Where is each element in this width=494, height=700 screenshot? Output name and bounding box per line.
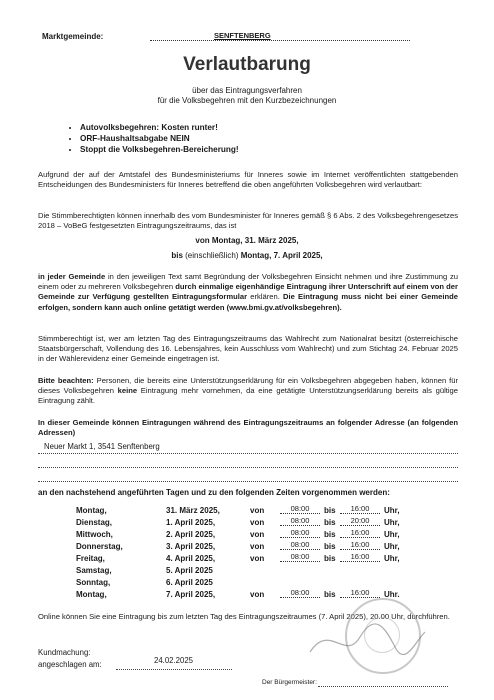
signing-part-1: in jeder Gemeinde	[38, 272, 106, 281]
schedule-bis: bis	[324, 518, 336, 527]
eligibility-paragraph: Stimmberechtigt ist, wer am letzten Tag des Eintragungszeitraums das Wahlrecht zum Nationalrat besitzt (österreichische Staatsbürgerschaft, Vollendung des 16. Lebensjahres, kein Ausschluss vom Wahlrecht) und zum Stichtag 24. Februar 2025 in der Wählerevidenz einer Gemeinde eingetragen ist.	[38, 334, 458, 364]
petition-item: • ORF-Haushaltsabgabe NEIN	[80, 133, 239, 144]
schedule-uhr: Uhr.	[384, 590, 400, 599]
schedule-von: von	[250, 554, 265, 563]
petition-list	[66, 122, 239, 155]
schedule-to-time: 16:00	[340, 504, 380, 514]
document-subtitle	[0, 86, 494, 106]
schedule-date: 1. April 2025,	[166, 518, 216, 527]
signing-part-5: Die Eintragung muss nicht bei einer Gemeinde erfolgen, sondern kann auch online getätigt werden (www.bmi.gv.at/volksbegehren).	[38, 292, 458, 312]
schedule-from-time: 08:00	[280, 540, 320, 550]
schedule-date: 6. April 2025	[166, 578, 213, 587]
location-heading: In dieser Gemeinde können Eintragungen während des Eintragungszeitraums an folgender Adresse (an folgenden Adressen)	[38, 418, 458, 438]
schedule-from-time: 08:00	[280, 516, 320, 526]
schedule-day: Sonntag,	[76, 578, 111, 587]
schedule-uhr: Uhr,	[384, 530, 400, 539]
municipality-name: SENFTENBERG	[214, 31, 271, 40]
schedule-uhr: Uhr,	[384, 506, 400, 515]
subtitle-line-2: für die Volksbegehren mit den Kurzbezeichnungen	[157, 96, 337, 105]
petition-item: • Autovolksbegehren: Kosten runter!	[80, 122, 239, 133]
subtitle-line-1: über das Eintragungsverfahren	[192, 86, 302, 95]
posted-on-label: angeschlagen am:	[38, 660, 102, 669]
schedule-von: von	[250, 518, 265, 527]
schedule-bis: bis	[324, 554, 336, 563]
schedule-to-time: 16:00	[340, 588, 380, 598]
schedule-uhr: Uhr,	[384, 554, 400, 563]
schedule-von: von	[250, 542, 265, 551]
schedule-date: 5. April 2025	[166, 566, 213, 575]
schedule-day: Montag,	[76, 590, 107, 599]
schedule-von: von	[250, 506, 265, 515]
schedule-to-time: 16:00	[340, 540, 380, 550]
petition-item: • Stoppt die Volksbegehren-Bereicherung!	[80, 144, 239, 155]
schedule-to-time: 16:00	[340, 528, 380, 538]
period-to-inclusive: (einschließlich)	[185, 251, 239, 260]
notice-paragraph	[38, 376, 458, 407]
schedule-from-time: 08:00	[280, 528, 320, 538]
schedule-bis: bis	[324, 542, 336, 551]
schedule-from-time: 08:00	[280, 588, 320, 598]
period-to	[0, 251, 494, 260]
schedule-date: 31. März 2025,	[166, 506, 220, 515]
signing-part-2: in den jeweiligen Text samt Begründung der Volksbegehren Einsicht nehmen und ihre Zustimmung zu einem oder zu mehreren Volksbegehren	[38, 272, 458, 292]
period-to-bis: bis	[171, 251, 186, 260]
location-address: Neuer Markt 1, 3541 Senftenberg	[44, 442, 160, 451]
mayor-signature-line	[318, 686, 448, 687]
schedule-to-time: 20:00	[340, 516, 380, 526]
schedule-uhr: Uhr,	[384, 542, 400, 551]
notice-part-2: keine	[117, 386, 138, 396]
signing-paragraph	[38, 272, 458, 313]
schedule-date: 7. April 2025,	[166, 590, 216, 599]
schedule-day: Donnerstag,	[76, 542, 123, 551]
schedule-date: 3. April 2025,	[166, 542, 216, 551]
schedule-day: Mittwoch,	[76, 530, 113, 539]
address-dotted-line	[38, 481, 458, 482]
intro-paragraph: Aufgrund der auf der Amtstafel des Bundesministeriums für Inneres sowie im Internet veröffentlichten stattgebenden Entscheidungen des Bundesministers für Inneres betreffend die oben angeführten Volksbegehren wird verlautbart:	[38, 170, 458, 190]
notice-part-1: Personen, die bereits eine Unterstützungserklärung für ein Volksbegehren abgegeben haben, können für dieses Volksbegehren	[38, 376, 458, 396]
mayor-label: Der Bürgermeister:	[262, 679, 317, 686]
schedule-date: 4. April 2025,	[166, 554, 216, 563]
address-dotted-line	[38, 467, 458, 468]
schedule-uhr: Uhr,	[384, 518, 400, 527]
schedule-bis: bis	[324, 590, 336, 599]
schedule-day: Freitag,	[76, 554, 105, 563]
schedule-day: Samstag,	[76, 566, 112, 575]
posted-on-dotted-line	[116, 669, 232, 670]
schedule-from-time: 08:00	[280, 504, 320, 514]
period-intro-paragraph: Die Stimmberechtigten können innerhalb des vom Bundesminister für Inneres gemäß § 6 Abs. 2 des Volksbegehrengesetzes 2018 – VoBeG festgesetzten Eintragungszeitraums, das ist	[38, 211, 458, 231]
schedule-date: 2. April 2025,	[166, 530, 216, 539]
schedule-day: Dienstag,	[76, 518, 113, 527]
schedule-bis: bis	[324, 506, 336, 515]
document-title: Verlautbarung	[183, 54, 311, 75]
municipality-dotted-line	[150, 40, 410, 41]
address-dotted-line	[38, 453, 458, 454]
period-from: von Montag, 31. März 2025,	[195, 236, 299, 245]
schedule-to-time: 16:00	[340, 552, 380, 562]
schedule-von: von	[250, 530, 265, 539]
signing-part-4: erklären.	[247, 292, 284, 302]
schedule-from-time: 08:00	[280, 552, 320, 562]
notice-label: Bitte beachten:	[38, 376, 94, 385]
period-to-date: Montag, 7. April 2025,	[238, 251, 323, 260]
notice-part-3: Eintragung mehr vornehmen, da eine getätigte Unterstützungserklärung bereits als gültige Eintragung zählt.	[38, 386, 458, 406]
municipality-label: Marktgemeinde:	[42, 32, 104, 41]
schedule-heading: an den nachstehend angeführten Tagen und zu den folgenden Zeiten vorgenommen werden:	[38, 488, 390, 497]
signing-part-3: durch einmalige eigenhändige Eintragung ihrer Unterschrift auf einem von der Gemeinde zur Verfügung gestellten Eintragungsformular	[38, 282, 458, 302]
schedule-bis: bis	[324, 530, 336, 539]
signature-icon	[300, 612, 430, 672]
online-note: Online können Sie eine Eintragung bis zum letzten Tag des Eintragungszeitraumes (7. April 2025), 20.00 Uhr, durchführen.	[38, 612, 450, 621]
schedule-day: Montag,	[76, 506, 107, 515]
posted-on-date: 24.02.2025	[154, 656, 194, 665]
schedule-von: von	[250, 590, 265, 599]
posting-label: Kundmachung:	[38, 648, 91, 657]
